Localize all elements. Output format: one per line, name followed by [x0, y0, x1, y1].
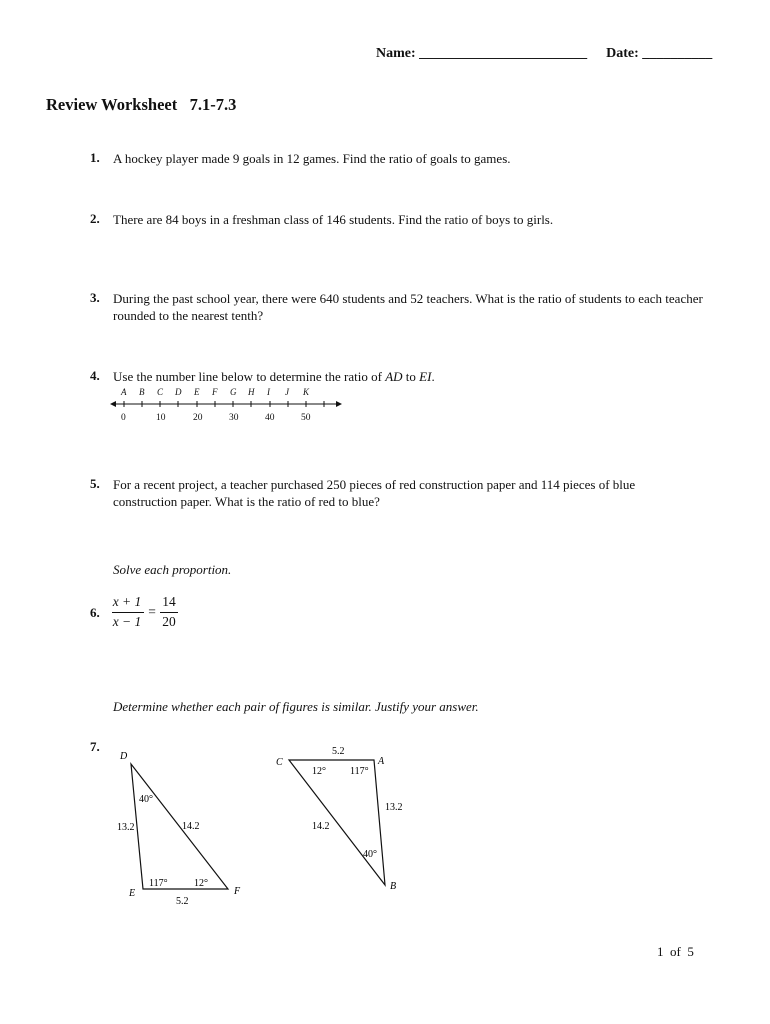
lhs-numerator: x + 1: [112, 594, 142, 609]
angle-d: 40°: [139, 794, 153, 805]
angle-a: 117°: [350, 766, 369, 777]
question-text: For a recent project, a teacher purchased 250 pieces of red construction paper and 114 pieces of blue construction paper. What is the ratio of red to blue?: [113, 477, 636, 509]
angle-b: 40°: [363, 849, 377, 860]
nl-letter: E: [194, 387, 200, 397]
nl-number: 30: [229, 413, 239, 423]
nl-letter: H: [248, 387, 255, 397]
nl-number: 10: [156, 413, 166, 423]
rhs-numerator: 14: [162, 594, 176, 609]
lhs-fraction-bar: [112, 612, 144, 613]
equals-sign: =: [148, 604, 156, 619]
vertex-e: E: [129, 888, 136, 899]
vertex-c: C: [276, 757, 283, 768]
side-ab: 13.2: [385, 802, 403, 813]
nl-letter: D: [175, 387, 182, 397]
number-line-axis: [110, 398, 350, 410]
triangle-def: [117, 751, 241, 907]
question-number: 1.: [90, 150, 100, 165]
side-ef: 5.2: [176, 896, 189, 907]
side-df: 14.2: [182, 821, 200, 832]
question-text: A hockey player made 9 goals in 12 games. Find the ratio of goals to games.: [113, 151, 511, 166]
worksheet-title: Review Worksheet 7.1-7.3: [46, 95, 237, 114]
number-line: [110, 384, 350, 428]
vertex-a: A: [378, 756, 385, 767]
question-number: 4.: [90, 368, 100, 383]
name-date-header: [376, 46, 712, 62]
nl-letter: B: [139, 387, 145, 397]
vertex-f: F: [234, 886, 241, 897]
rhs-fraction-bar: [160, 612, 178, 613]
nl-letter: I: [267, 387, 270, 397]
angle-f: 12°: [194, 878, 208, 889]
side-ca: 5.2: [332, 746, 345, 757]
triangle-cab: [276, 746, 403, 892]
question-number: 5.: [90, 476, 100, 491]
nl-letter: G: [230, 387, 237, 397]
question-number: 6.: [90, 605, 100, 620]
vertex-b: B: [390, 881, 397, 892]
lhs-denominator: x − 1: [112, 614, 142, 629]
segment-ad: AD: [385, 369, 403, 384]
nl-number: 40: [265, 413, 275, 423]
question-text: During the past school year, there were 640 students and 52 teachers. What is the ratio of students to each teacher rounded to the nearest tenth?: [113, 291, 703, 323]
nl-letter: C: [157, 387, 164, 397]
side-de: 13.2: [117, 822, 135, 833]
side-cb: 14.2: [312, 821, 330, 832]
page-number: 1 of 5: [657, 944, 694, 959]
rhs-denominator: 20: [162, 614, 176, 629]
question-text: Use the number line below to determine the ratio of AD to EI.: [113, 369, 435, 384]
nl-letter: A: [121, 387, 127, 397]
angle-e: 117°: [149, 878, 168, 889]
instruction-similar: Determine whether each pair of figures is similar. Justify your answer.: [113, 699, 479, 714]
question-number: 3.: [90, 290, 100, 305]
date-field-label[interactable]: Date: __________: [606, 46, 713, 61]
segment-ei: EI: [419, 369, 432, 384]
angle-c: 12°: [312, 766, 326, 777]
nl-number: 20: [193, 413, 203, 423]
nl-letter: J: [285, 387, 289, 397]
nl-number: 50: [301, 413, 311, 423]
instruction-proportion: Solve each proportion.: [113, 562, 232, 577]
triangles-figure: [100, 740, 420, 915]
nl-number: 0: [121, 413, 126, 423]
proportion-equation: [110, 594, 190, 634]
nl-letter: K: [303, 387, 310, 397]
name-field-label[interactable]: Name: ________________________: [376, 46, 588, 61]
question-number: 2.: [90, 211, 100, 226]
vertex-d: D: [120, 751, 128, 762]
question-number: 7.: [90, 739, 100, 754]
nl-letter: F: [212, 387, 218, 397]
question-text: There are 84 boys in a freshman class of 146 students. Find the ratio of boys to girls.: [113, 212, 554, 227]
